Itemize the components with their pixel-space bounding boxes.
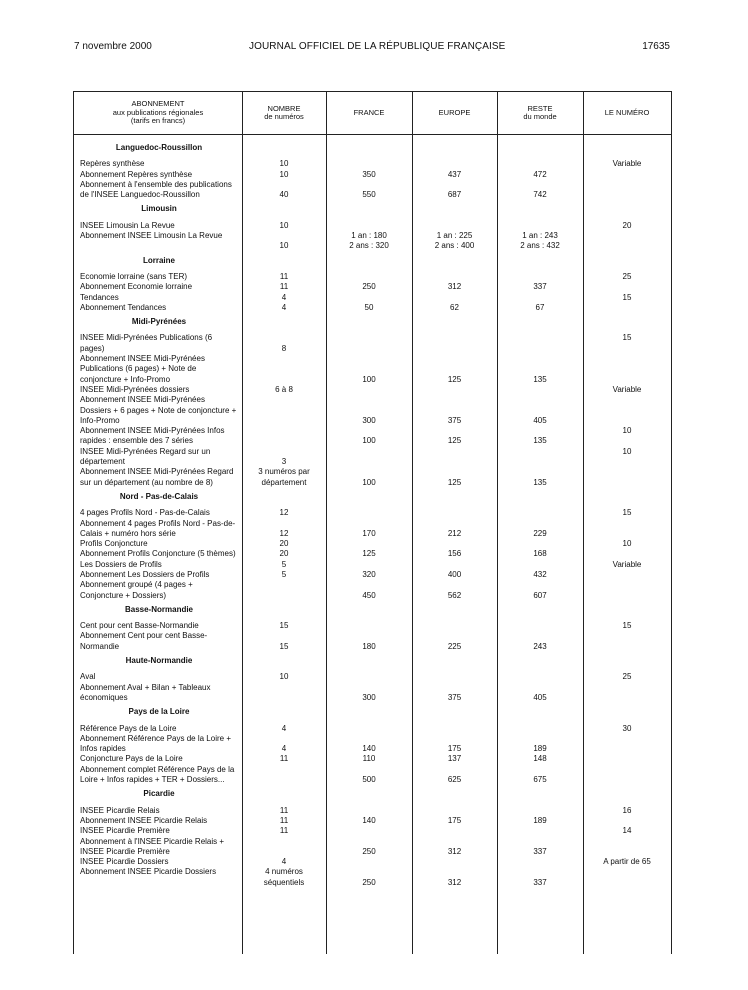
publication-label: Abonnement INSEE Midi-Pyrénées Dossiers + 6 pages + Note de conjoncture + Info-Promo (80, 395, 237, 425)
cell-numero: 15 (622, 333, 632, 343)
cell-nombre: 20 (279, 539, 289, 549)
table-row (74, 170, 671, 180)
table-row (74, 867, 671, 888)
cell-numero (583, 170, 671, 180)
cell-nombre: 10 (279, 241, 289, 251)
cell-france (326, 672, 412, 682)
cell-numero (583, 303, 671, 313)
table-row (74, 354, 671, 385)
cell-france (326, 539, 412, 549)
cell-numero (583, 734, 671, 755)
cell-numero: Variable (612, 559, 642, 569)
cell-reste: 135 (533, 436, 547, 446)
cell-europe (412, 539, 497, 549)
cell-nombre: 8 (281, 343, 287, 353)
cell-europe: 312 (447, 282, 462, 292)
cell-reste (497, 857, 583, 867)
cell-reste (497, 385, 583, 395)
section-heading: Picardie (143, 789, 175, 799)
cell-nombre: 4 (281, 302, 287, 312)
table-row (74, 549, 671, 559)
publication-label: INSEE Limousin La Revue (80, 220, 175, 230)
cell-reste (497, 293, 583, 303)
cell-reste (497, 508, 583, 518)
section-heading-row (74, 139, 671, 159)
cell-reste: 472 (533, 169, 547, 179)
section-heading-row (74, 785, 671, 805)
cell-nombre: 10 (279, 220, 289, 230)
section-heading: Pays de la Loire (128, 707, 190, 717)
cell-europe: 312 (447, 877, 462, 887)
publication-label: Référence Pays de la Loire (80, 723, 177, 733)
table-row (74, 621, 671, 631)
cell-numero (583, 754, 671, 764)
header-date: 7 novembre 2000 (74, 41, 152, 52)
publication-label: Abonnement à l'ensemble des publications de l'INSEE Languedoc-Roussillon (80, 179, 232, 200)
publication-label: Abonnement Aval + Bilan + Tableaux économiques (80, 682, 211, 702)
cell-numero (583, 816, 671, 826)
cell-reste: 243 (533, 641, 547, 651)
cell-numero: 25 (622, 672, 632, 682)
cell-nombre: 11 (279, 282, 289, 292)
cell-nombre: 11 (279, 754, 289, 764)
publication-label: Abonnement Repères synthèse (80, 169, 193, 179)
publication-label: Abonnement INSEE Midi-Pyrénées Regard sur un département (au nombre de 8) (80, 467, 234, 487)
cell-numero (583, 837, 671, 858)
cell-reste (497, 447, 583, 468)
publication-label: Abonnement INSEE Limousin La Revue (80, 231, 223, 241)
cell-numero: A partir de 65 (603, 857, 651, 867)
col-header-nombre: NOMBRE de numéros (264, 103, 304, 121)
cell-france (326, 857, 412, 867)
cell-europe: 437 (447, 169, 462, 179)
cell-france: 550 (362, 190, 376, 200)
cell-europe: 62 (450, 302, 459, 312)
table-row (74, 231, 671, 252)
cell-europe: 175 (447, 744, 462, 754)
cell-numero: Variable (612, 159, 642, 169)
cell-numero (583, 570, 671, 580)
cell-nombre: 10 (279, 672, 289, 682)
cell-numero (583, 683, 671, 704)
publication-label: Cent pour cent Basse-Normandie (80, 621, 199, 631)
cell-europe (412, 221, 497, 231)
cell-numero (583, 519, 671, 540)
table-row (74, 683, 671, 704)
cell-france: 250 (362, 877, 376, 887)
cell-europe (412, 447, 497, 468)
cell-europe (412, 621, 497, 631)
publication-label: Abonnement INSEE Picardie Relais (80, 815, 208, 825)
table-row (74, 333, 671, 354)
table-row (74, 672, 671, 682)
section-heading: Basse-Normandie (124, 604, 194, 614)
publication-label: Abonnement Référence Pays de la Loire + Infos rapides (80, 733, 231, 754)
table-row (74, 519, 671, 540)
cell-nombre: 11 (279, 826, 289, 836)
cell-europe: 400 (447, 569, 462, 579)
section-heading: Limousin (141, 204, 177, 214)
cell-reste (497, 826, 583, 836)
cell-reste (497, 806, 583, 816)
publication-label: Tendances (80, 292, 119, 302)
cell-europe (412, 272, 497, 282)
cell-france (326, 333, 412, 354)
cell-nombre (242, 580, 326, 601)
publication-label: Profils Conjoncture (80, 539, 148, 549)
publication-label: INSEE Picardie Dossiers (80, 857, 169, 867)
table-row (74, 631, 671, 652)
journal-title: JOURNAL OFFICIEL DE LA RÉPUBLIQUE FRANÇAISE (249, 41, 506, 52)
cell-nombre: 4 (281, 857, 287, 867)
cell-nombre: 5 (281, 569, 287, 579)
cell-numero (583, 580, 671, 601)
section-heading-row (74, 652, 671, 672)
cell-numero: 15 (622, 621, 632, 631)
cell-europe: 175 (447, 815, 462, 825)
cell-nombre: 4 (281, 292, 287, 302)
cell-france: 140 (362, 815, 376, 825)
cell-reste (497, 221, 583, 231)
cell-numero (583, 549, 671, 559)
cell-numero: 15 (622, 292, 632, 302)
cell-nombre (242, 683, 326, 704)
col-header-europe: EUROPE (438, 107, 471, 117)
cell-france: 320 (362, 569, 376, 579)
col-header-abonnement: ABONNEMENT aux publications régionales (tarifs en francs) (112, 99, 204, 126)
cell-reste: 148 (533, 754, 547, 764)
section-heading-row (74, 488, 671, 508)
cell-france: 50 (364, 302, 374, 312)
cell-europe (412, 159, 497, 169)
cell-france (326, 272, 412, 282)
cell-nombre: 11 (279, 815, 289, 825)
section-heading: Nord - Pas-de-Calais (119, 491, 199, 501)
table-row (74, 765, 671, 786)
publication-label: Economie lorraine (sans TER) (80, 271, 188, 281)
cell-france: 1 an : 180 2 ans : 320 (349, 231, 389, 251)
publication-label: Abonnement Tendances (80, 302, 167, 312)
cell-reste: 229 (533, 528, 547, 538)
cell-nombre (242, 395, 326, 426)
cell-europe: 375 (447, 692, 462, 702)
cell-numero: 10 (622, 426, 632, 436)
table-row (74, 385, 671, 395)
cell-nombre: 11 (279, 271, 289, 281)
publication-label: Abonnement INSEE Midi-Pyrénées Infos rapides : ensemble des 7 séries (80, 426, 225, 446)
cell-reste: 432 (533, 569, 547, 579)
cell-nombre (242, 426, 326, 447)
cell-numero: 15 (622, 508, 632, 518)
publication-label: Abonnement Economie lorraine (80, 282, 193, 292)
publication-label: INSEE Midi-Pyrénées Regard sur un département (80, 446, 211, 467)
table-row (74, 806, 671, 816)
cell-reste: 67 (535, 302, 545, 312)
cell-reste (497, 539, 583, 549)
cell-france (326, 560, 412, 570)
cell-numero (583, 231, 671, 252)
publication-label: Abonnement Cent pour cent Basse-Normandie (80, 631, 208, 651)
cell-europe (412, 385, 497, 395)
cell-france (326, 447, 412, 468)
col-header-france: FRANCE (353, 107, 385, 117)
section-heading: Haute-Normandie (125, 656, 193, 666)
cell-nombre: 40 (279, 190, 289, 200)
table-row (74, 447, 671, 468)
cell-reste (497, 333, 583, 354)
cell-nombre: 10 (279, 169, 289, 179)
cell-europe (412, 724, 497, 734)
cell-france (326, 293, 412, 303)
cell-france (326, 385, 412, 395)
cell-france: 140 (362, 744, 376, 754)
section-heading-row (74, 601, 671, 621)
publication-label: Abonnement INSEE Midi-Pyrénées Publications (6 pages) + Note de conjoncture + Info-Promo (80, 354, 205, 384)
page-number: 17635 (642, 41, 670, 52)
section-heading: Languedoc-Roussillon (115, 143, 203, 152)
cell-nombre (242, 354, 326, 385)
cell-numero: 30 (622, 723, 632, 733)
cell-france: 250 (362, 846, 376, 856)
cell-nombre: 11 (279, 805, 289, 815)
cell-europe: 687 (447, 190, 462, 200)
cell-reste: 189 (533, 815, 547, 825)
cell-numero (583, 180, 671, 201)
publication-label: 4 pages Profils Nord - Pas-de-Calais (80, 508, 210, 518)
cell-nombre: 4 (281, 744, 287, 754)
cell-nombre: 6 à 8 (275, 384, 293, 394)
publication-label: Aval (80, 672, 96, 682)
cell-reste (497, 560, 583, 570)
cell-europe (412, 857, 497, 867)
section-heading-row (74, 200, 671, 220)
publication-label: Abonnement Les Dossiers de Profils (80, 569, 210, 579)
cell-reste (497, 672, 583, 682)
cell-europe (412, 293, 497, 303)
cell-reste: 675 (533, 775, 547, 785)
cell-europe: 312 (447, 846, 462, 856)
cell-reste: 405 (533, 415, 547, 425)
cell-numero: 10 (622, 446, 632, 456)
publication-label: Abonnement groupé (4 pages + Conjoncture + Dossiers) (80, 580, 193, 600)
cell-nombre: 3 numéros par département (258, 467, 310, 487)
cell-reste: 405 (533, 692, 547, 702)
cell-europe: 137 (447, 754, 462, 764)
cell-reste (497, 159, 583, 169)
cell-france: 110 (362, 754, 376, 764)
cell-reste (497, 621, 583, 631)
publication-label: Abonnement à l'INSEE Picardie Relais + INSEE Picardie Première (80, 836, 225, 856)
cell-numero (583, 395, 671, 426)
table-row (74, 467, 671, 488)
cell-europe: 125 (447, 374, 462, 384)
publication-label: Abonnement complet Référence Pays de la Loire + Infos rapides + TER + Dossiers... (80, 764, 235, 785)
cell-nombre: 12 (279, 528, 289, 538)
cell-europe (412, 806, 497, 816)
cell-europe (412, 333, 497, 354)
cell-nombre: 3 (281, 457, 287, 467)
cell-reste: 337 (533, 282, 547, 292)
cell-reste: 607 (533, 590, 547, 600)
section-heading: Midi-Pyrénées (131, 317, 187, 327)
cell-france (326, 221, 412, 231)
cell-france: 180 (362, 641, 376, 651)
cell-reste: 135 (533, 477, 547, 487)
publication-label: Abonnement 4 pages Profils Nord - Pas-de-Calais + numéro hors série (80, 518, 236, 538)
cell-europe: 375 (447, 415, 462, 425)
cell-europe: 625 (447, 775, 462, 785)
cell-europe (412, 508, 497, 518)
subscription-table (73, 91, 672, 954)
cell-reste: 168 (533, 549, 547, 559)
cell-france (326, 508, 412, 518)
header-divider (74, 134, 671, 135)
table-row (74, 426, 671, 447)
cell-numero: 25 (622, 271, 632, 281)
cell-france: 250 (362, 282, 376, 292)
cell-reste: 135 (533, 374, 547, 384)
col-header-reste: RESTE du monde (523, 103, 557, 121)
table-row (74, 816, 671, 826)
publication-label: Les Dossiers de Profils (80, 559, 162, 569)
publication-label: Conjoncture Pays de la Loire (80, 754, 183, 764)
cell-nombre (242, 837, 326, 858)
table-row (74, 837, 671, 858)
cell-france: 170 (362, 528, 376, 538)
section-heading: Lorraine (142, 255, 175, 265)
cell-france: 500 (362, 775, 376, 785)
cell-numero (583, 631, 671, 652)
cell-nombre: 15 (279, 621, 289, 631)
cell-reste: 189 (533, 744, 547, 754)
cell-numero: Variable (612, 384, 642, 394)
publication-label: Abonnement INSEE Picardie Dossiers (80, 867, 217, 877)
table-row (74, 395, 671, 426)
table-row (74, 826, 671, 836)
publication-label: INSEE Midi-Pyrénées Publications (6 pages) (80, 333, 213, 353)
cell-reste: 337 (533, 877, 547, 887)
publication-label: INSEE Midi-Pyrénées dossiers (80, 384, 190, 394)
cell-france (326, 806, 412, 816)
cell-europe (412, 560, 497, 570)
cell-europe (412, 826, 497, 836)
table-row (74, 539, 671, 549)
cell-reste: 742 (533, 190, 547, 200)
section-heading-row (74, 313, 671, 333)
cell-reste: 1 an : 243 2 ans : 432 (520, 231, 560, 251)
cell-nombre (242, 765, 326, 786)
cell-numero (583, 867, 671, 888)
cell-reste (497, 724, 583, 734)
cell-numero: 14 (622, 826, 632, 836)
cell-europe: 212 (447, 528, 462, 538)
table-row (74, 272, 671, 282)
section-heading-row (74, 252, 671, 272)
cell-france: 100 (362, 477, 376, 487)
publication-label: INSEE Picardie Relais (80, 805, 160, 815)
cell-france (326, 159, 412, 169)
cell-europe: 125 (447, 477, 462, 487)
cell-numero: 10 (622, 539, 632, 549)
cell-reste: 337 (533, 846, 547, 856)
table-row (74, 293, 671, 303)
cell-france: 125 (362, 549, 376, 559)
table-row (74, 724, 671, 734)
table-body (74, 139, 671, 888)
cell-nombre: 5 (281, 559, 287, 569)
cell-france: 100 (362, 436, 376, 446)
cell-numero: 20 (622, 220, 632, 230)
table-row (74, 734, 671, 755)
cell-numero (583, 467, 671, 488)
publication-label: Abonnement Profils Conjoncture (5 thèmes) (80, 549, 236, 559)
cell-nombre: 20 (279, 549, 289, 559)
col-header-numero: LE NUMÉRO (604, 107, 650, 117)
cell-nombre: 12 (279, 508, 289, 518)
table-row (74, 570, 671, 580)
cell-europe: 562 (447, 590, 462, 600)
table-row (74, 303, 671, 313)
cell-nombre: 4 numéros séquentiels (263, 867, 305, 887)
section-heading-row (74, 703, 671, 723)
cell-europe: 1 an : 225 2 ans : 400 (434, 231, 475, 251)
table-row (74, 508, 671, 518)
publication-label: INSEE Picardie Première (80, 826, 170, 836)
table-row (74, 754, 671, 764)
table-row (74, 857, 671, 867)
cell-france (326, 724, 412, 734)
cell-nombre: 10 (279, 159, 289, 169)
table-row (74, 560, 671, 570)
cell-europe: 125 (447, 436, 462, 446)
cell-numero (583, 765, 671, 786)
table-row (74, 159, 671, 169)
table-row (74, 580, 671, 601)
cell-europe: 225 (447, 641, 462, 651)
cell-europe (412, 672, 497, 682)
cell-numero (583, 282, 671, 292)
cell-numero (583, 354, 671, 385)
cell-france (326, 621, 412, 631)
cell-france: 300 (362, 415, 376, 425)
cell-reste (497, 272, 583, 282)
cell-nombre: 15 (279, 641, 289, 651)
table-row (74, 221, 671, 231)
cell-france: 100 (362, 374, 376, 384)
cell-france: 350 (362, 169, 376, 179)
publication-label: Repères synthèse (80, 159, 145, 169)
cell-france: 300 (362, 692, 376, 702)
cell-numero: 16 (622, 805, 632, 815)
cell-nombre: 4 (281, 723, 287, 733)
cell-france: 450 (362, 590, 376, 600)
cell-europe: 156 (447, 549, 462, 559)
table-row (74, 282, 671, 292)
table-row (74, 180, 671, 201)
cell-france (326, 826, 412, 836)
